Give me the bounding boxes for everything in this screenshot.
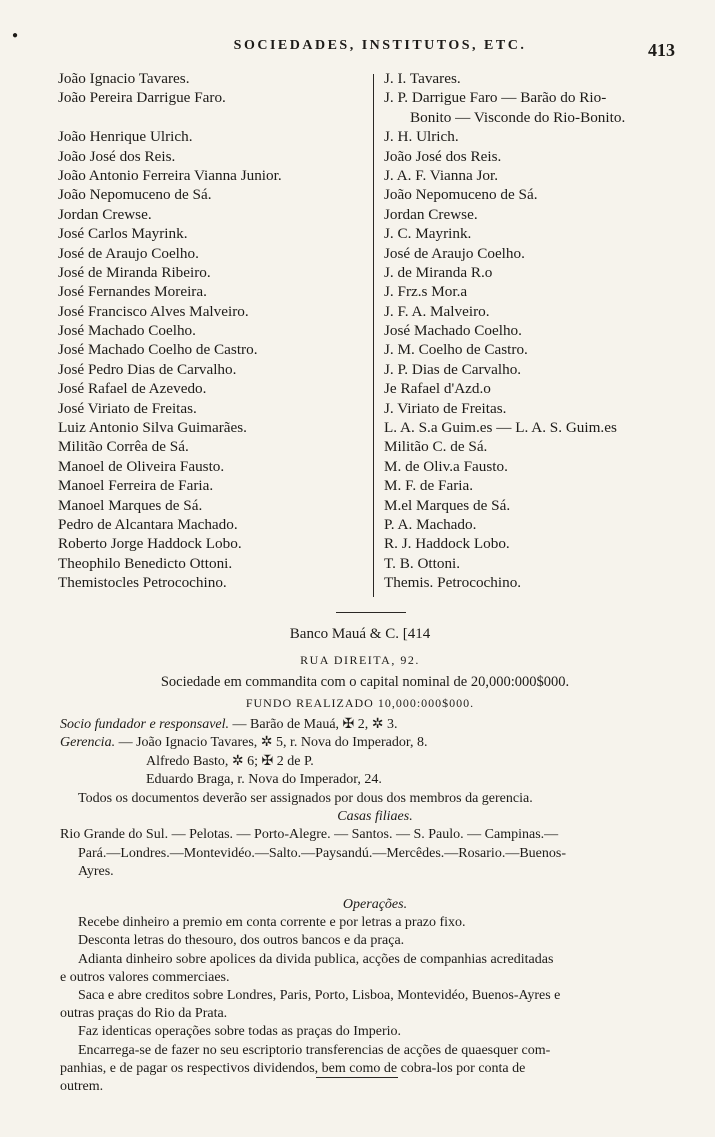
- branches-line: Pará.—Londres.—Montevidéo.—Salto.—Paysandú.—Mercêdes.—Rosario.—Buenos-: [78, 845, 566, 861]
- operation-line: Recebe dinheiro a premio em conta corrente e por letras a prazo fixo.: [78, 915, 466, 931]
- member-name: José Francisco Alves Malveiro.: [58, 302, 249, 320]
- branches-line: Rio Grande do Sul. — Pelotas. — Porto-Alegre. — Santos. — S. Paulo. — Campinas.—: [60, 827, 559, 843]
- member-signature: J. F. A. Malveiro.: [384, 302, 490, 320]
- member-name: José Machado Coelho.: [58, 322, 196, 340]
- socio-text: — Barão de Mauá, ✠ 2, ✲ 3.: [229, 717, 398, 732]
- operation-line: Desconta letras do thesouro, dos outros bancos e da praça.: [78, 933, 405, 949]
- socio-line: [60, 716, 690, 734]
- member-name: Manoel Marques de Sá.: [58, 496, 203, 514]
- member-name: José Machado Coelho de Castro.: [58, 341, 258, 359]
- branches-line: Ayres.: [78, 864, 114, 880]
- member-name: João Nepomuceno de Sá.: [58, 186, 212, 204]
- member-signature: J. C. Mayrink.: [384, 225, 472, 243]
- operation-line: Saca e abre creditos sobre Londres, Paris, Porto, Lisboa, Montevidéo, Buenos-Ayres e: [78, 988, 561, 1004]
- member-signature: J. P. Dias de Carvalho.: [384, 360, 522, 378]
- operation-line: outrem.: [60, 1079, 104, 1095]
- member-name: João Pereira Darrigue Faro.: [58, 89, 226, 107]
- operation-line: panhias, e de pagar os respectivos dividendos, bem como de cobra-los por conta de: [60, 1060, 526, 1076]
- operations-section: [60, 896, 690, 1096]
- member-name: Militão Corrêa de Sá.: [58, 438, 189, 456]
- section-rule: [336, 612, 406, 613]
- operations-title: Operações.: [342, 897, 408, 912]
- member-name: João Ignacio Tavares.: [58, 70, 190, 87]
- spacer: [58, 108, 368, 127]
- member-name: João José dos Reis.: [58, 147, 176, 165]
- bank-address: RUA DIREITA, 92.: [300, 653, 420, 667]
- member-signature: J. de Miranda R.o: [384, 263, 493, 281]
- member-signature: R. J. Haddock Lobo.: [384, 535, 510, 553]
- member-signatures-column: [384, 69, 704, 593]
- section-rule: [316, 1077, 398, 1078]
- member-signature: José de Araujo Coelho.: [384, 244, 525, 262]
- gerencia-label: Gerencia.: [60, 735, 116, 751]
- column-divider: [373, 74, 374, 597]
- running-head: SOCIEDADES, INSTITUTOS, ETC.: [233, 38, 527, 53]
- member-name: José Rafael de Azevedo.: [58, 380, 207, 398]
- member-signature: M. de Oliv.a Fausto.: [384, 457, 508, 475]
- bank-capital: Sociedade em commandita com o capital nominal de 20,000:000$000.: [160, 674, 570, 690]
- member-signature: J. A. F. Vianna Jor.: [384, 166, 499, 184]
- gerencia-line: Eduardo Braga, r. Nova do Imperador, 24.: [146, 772, 382, 788]
- branches-title: Casas filiaes.: [337, 809, 413, 825]
- member-signature: Themis. Petrocochino.: [384, 574, 522, 592]
- bank-details: [60, 716, 690, 882]
- member-signature: J. Frz.s Mor.a: [384, 283, 468, 301]
- member-signature: P. A. Machado.: [384, 515, 477, 533]
- member-signature: Militão C. de Sá.: [384, 438, 488, 456]
- member-name: João Antonio Ferreira Vianna Junior.: [58, 166, 282, 184]
- member-name: José Fernandes Moreira.: [58, 283, 207, 301]
- bank-fund: FUNDO REALIZADO 10,000:000$000.: [245, 696, 475, 710]
- member-name: Roberto Jorge Haddock Lobo.: [58, 535, 242, 553]
- member-name: José Carlos Mayrink.: [58, 225, 188, 243]
- member-name: Jordan Crewse.: [58, 205, 152, 223]
- operation-line: Faz identicas operações sobre todas as praças do Imperio.: [78, 1024, 402, 1040]
- gerencia-line: [60, 734, 690, 752]
- gerencia-line: Alfredo Basto, ✲ 6; ✠ 2 de P.: [146, 753, 314, 769]
- operation-line: outras praças do Rio da Prata.: [60, 1006, 228, 1022]
- member-signature: Je Rafael d'Azd.o: [384, 380, 491, 398]
- member-signature: J. P. Darrigue Faro — Barão do Rio-: [384, 89, 607, 107]
- member-name: José Pedro Dias de Carvalho.: [58, 360, 237, 378]
- member-signature: M. F. de Faria.: [384, 477, 474, 495]
- member-signature-continued: Bonito — Visconde do Rio-Bonito.: [410, 108, 626, 126]
- member-name: Theophilo Benedicto Ottoni.: [58, 554, 233, 572]
- member-name: José de Miranda Ribeiro.: [58, 263, 211, 281]
- member-signature: J. I. Tavares.: [384, 70, 461, 87]
- operation-line: Adianta dinheiro sobre apolices da divida publica, acções de companhias acreditadas: [78, 951, 554, 967]
- margin-dot: ●: [12, 30, 19, 41]
- operation-line: e outros valores commerciaes.: [60, 969, 230, 985]
- socio-label: Socio fundador e responsavel.: [60, 717, 230, 732]
- member-signature: João Nepomuceno de Sá.: [384, 186, 538, 204]
- docs-note: Todos os documentos deverão ser assignados por dous dos membros da gerencia.: [78, 790, 533, 806]
- member-name: Manoel de Oliveira Fausto.: [58, 457, 225, 475]
- member-signature: J. Viriato de Freitas.: [384, 399, 507, 417]
- member-name: Manoel Ferreira de Faria.: [58, 477, 214, 495]
- member-signature: J. H. Ulrich.: [384, 128, 459, 146]
- member-name: José de Araujo Coelho.: [58, 244, 199, 262]
- member-signature: João José dos Reis.: [384, 147, 502, 165]
- member-name: Pedro de Alcantara Machado.: [58, 515, 238, 533]
- member-names-column: [58, 69, 368, 593]
- member-signature: L. A. S.a Guim.es — L. A. S. Guim.es: [384, 419, 617, 437]
- member-signature: T. B. Ottoni.: [384, 554, 461, 572]
- gerencia-text: — João Ignacio Tavares, ✲ 5, r. Nova do Imperador, 8.: [115, 735, 428, 751]
- member-signature: Jordan Crewse.: [384, 205, 478, 223]
- member-signature: José Machado Coelho.: [384, 322, 522, 340]
- member-signature: M.el Marques de Sá.: [384, 496, 511, 514]
- bank-title: Banco Mauá & C. [414: [289, 626, 431, 642]
- page-number: 413: [648, 40, 675, 60]
- member-signature: J. M. Coelho de Castro.: [384, 341, 528, 359]
- operation-line: Encarrega-se de fazer no seu escriptorio transferencias de acções de quaesquer com-: [78, 1042, 551, 1058]
- member-name: Luiz Antonio Silva Guimarães.: [58, 419, 247, 437]
- member-name: João Henrique Ulrich.: [58, 128, 193, 146]
- member-name: Themistocles Petrocochino.: [58, 574, 227, 592]
- member-name: José Viriato de Freitas.: [58, 399, 197, 417]
